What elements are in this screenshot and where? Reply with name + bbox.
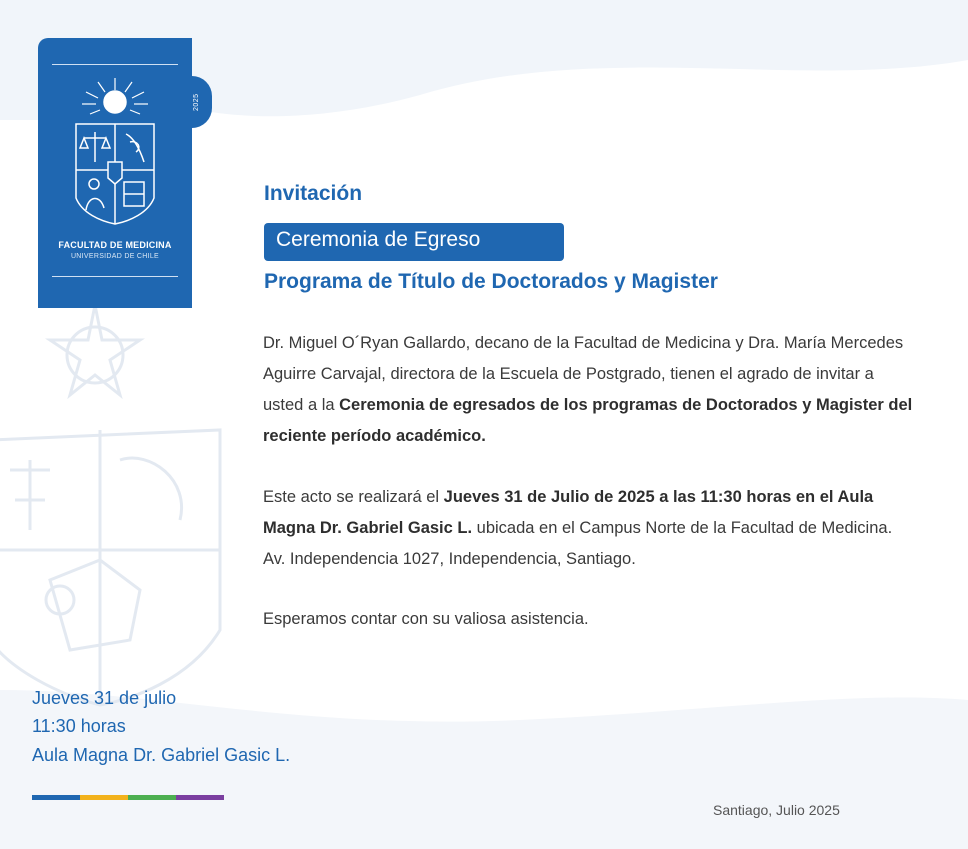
event-time: 11:30 horas: [32, 716, 126, 736]
program-title: Programa de Título de Doctorados y Magister: [264, 270, 718, 293]
event-text: Este acto se realizará el: [263, 488, 444, 506]
stripe-blue: [32, 795, 80, 800]
crest-icon: [38, 38, 192, 268]
ceremony-title: Ceremonia de Egreso: [276, 228, 481, 251]
event-details-paragraph: [263, 482, 913, 575]
crest-watermark: [0, 300, 240, 720]
logo-university-name: UNIVERSIDAD DE CHILE: [70, 253, 160, 260]
invitation-title: Invitación: [264, 182, 363, 205]
place-and-date: Santiago, Julio 2025: [713, 802, 840, 818]
ceremony-banner: [264, 223, 564, 261]
closing-paragraph: Esperamos contar con su valiosa asistencia.: [263, 610, 589, 628]
stripe-purple: [176, 795, 224, 800]
logo-faculty-name: FACULTAD DE MEDICINA: [58, 240, 172, 250]
stripe-green: [128, 795, 176, 800]
faculty-logo: [38, 38, 192, 308]
logo-divider: [52, 276, 178, 277]
stripe-yellow: [80, 795, 128, 800]
invitation-paragraph: [263, 328, 913, 452]
event-place: Aula Magna Dr. Gabriel Gasic L.: [32, 745, 291, 765]
event-date: Jueves 31 de julio: [32, 688, 177, 708]
event-text-bold: Jueves 31 de Julio de 2025 a las 11:30 horas en el Aula Magna Dr. Gabriel Gasic L.: [263, 488, 874, 537]
invitation-text: Dr. Miguel O´Ryan Gallardo, decano de la Facultad de Medicina y Dra. María Mercedes Aguirre Carvajal, directora de la Escuela de Postgrado, tienen el agrado de invitar a usted a la: [263, 334, 904, 414]
event-location-text: ubicada en el Campus Norte de la Facultad de Medicina. Av. Independencia 1027, Independencia, Santiago.: [263, 519, 893, 568]
logo-year: 2025: [193, 93, 200, 111]
invitation-text-bold: Ceremonia de egresados de los programas de Doctorados y Magister del reciente período académico.: [263, 396, 913, 445]
